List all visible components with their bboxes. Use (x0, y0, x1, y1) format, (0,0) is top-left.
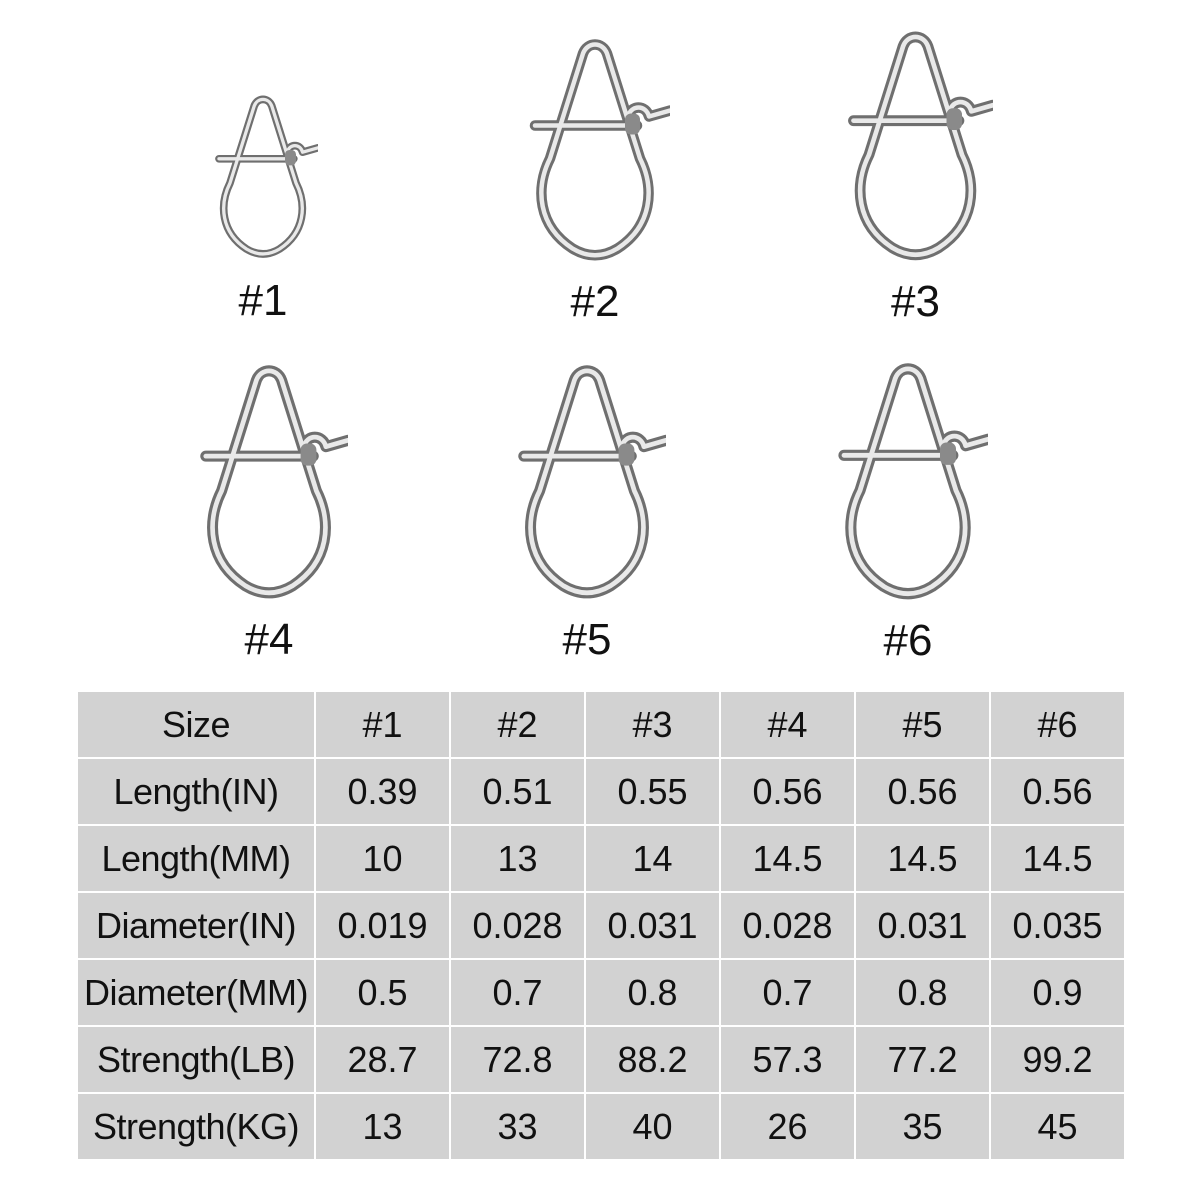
table-cell: 40 (585, 1093, 720, 1160)
table-row (77, 892, 1125, 959)
snap-label: #5 (562, 615, 612, 664)
snap-swivel-icon (190, 352, 348, 614)
table-cell: 0.5 (315, 959, 450, 1026)
header-cell: #6 (990, 691, 1125, 758)
snap-label: #3 (891, 277, 940, 326)
snap-item-2 (520, 26, 670, 324)
table-cell: 0.9 (990, 959, 1125, 1026)
table-row (77, 758, 1125, 825)
table-row (77, 1026, 1125, 1093)
table-cell: 0.028 (450, 892, 585, 959)
table-cell: 14.5 (720, 825, 855, 892)
snap-item-4 (190, 352, 348, 662)
table-cell: 88.2 (585, 1026, 720, 1093)
table-row (77, 1093, 1125, 1160)
table-cell: 13 (315, 1093, 450, 1160)
header-cell: #5 (855, 691, 990, 758)
table-cell: 14.5 (855, 825, 990, 892)
table-cell: 99.2 (990, 1026, 1125, 1093)
table-cell: 77.2 (855, 1026, 990, 1093)
table-cell: 57.3 (720, 1026, 855, 1093)
table-row (77, 959, 1125, 1026)
table-cell: 28.7 (315, 1026, 450, 1093)
table-row (77, 825, 1125, 892)
table-cell: 13 (450, 825, 585, 892)
table-cell: 0.56 (855, 758, 990, 825)
snap-swivel-icon (520, 26, 670, 276)
snap-swivel-icon (208, 80, 318, 275)
table-cell: 0.56 (990, 758, 1125, 825)
table-cell: 33 (450, 1093, 585, 1160)
table-cell: 0.39 (315, 758, 450, 825)
snap-item-1 (208, 80, 318, 323)
snap-label: #2 (570, 277, 620, 326)
table-cell: 0.019 (315, 892, 450, 959)
snap-item-5 (508, 352, 666, 662)
table-cell: 26 (720, 1093, 855, 1160)
table-cell: 0.035 (990, 892, 1125, 959)
snap-label: #6 (883, 616, 933, 665)
table-cell: 0.55 (585, 758, 720, 825)
table-cell: 35 (855, 1093, 990, 1160)
row-label: Strength(KG) (77, 1093, 315, 1160)
row-label: Strength(LB) (77, 1026, 315, 1093)
table-cell: 0.7 (720, 959, 855, 1026)
snap-item-3 (838, 18, 993, 324)
table-cell: 0.8 (585, 959, 720, 1026)
snap-swivel-icon (838, 18, 993, 276)
table-cell: 0.51 (450, 758, 585, 825)
table-cell: 14 (585, 825, 720, 892)
row-label: Diameter(IN) (77, 892, 315, 959)
header-cell: #1 (315, 691, 450, 758)
table-cell: 0.7 (450, 959, 585, 1026)
row-label: Length(MM) (77, 825, 315, 892)
row-label: Diameter(MM) (77, 959, 315, 1026)
table-header-row (77, 691, 1125, 758)
table-cell: 10 (315, 825, 450, 892)
snap-label: #1 (238, 276, 288, 325)
table-cell: 14.5 (990, 825, 1125, 892)
header-cell: #2 (450, 691, 585, 758)
header-cell: #4 (720, 691, 855, 758)
header-cell: Size (77, 691, 315, 758)
table-cell: 0.8 (855, 959, 990, 1026)
snap-swivel-icon (508, 352, 666, 614)
table-cell: 0.031 (855, 892, 990, 959)
snap-item-6 (828, 350, 988, 663)
header-cell: #3 (585, 691, 720, 758)
table-cell: 0.56 (720, 758, 855, 825)
table-cell: 0.028 (720, 892, 855, 959)
snap-swivel-icon (828, 350, 988, 615)
table-cell: 72.8 (450, 1026, 585, 1093)
row-label: Length(IN) (77, 758, 315, 825)
spec-table (76, 690, 1126, 1161)
table-cell: 0.031 (585, 892, 720, 959)
snap-label: #4 (244, 615, 294, 664)
table-cell: 45 (990, 1093, 1125, 1160)
